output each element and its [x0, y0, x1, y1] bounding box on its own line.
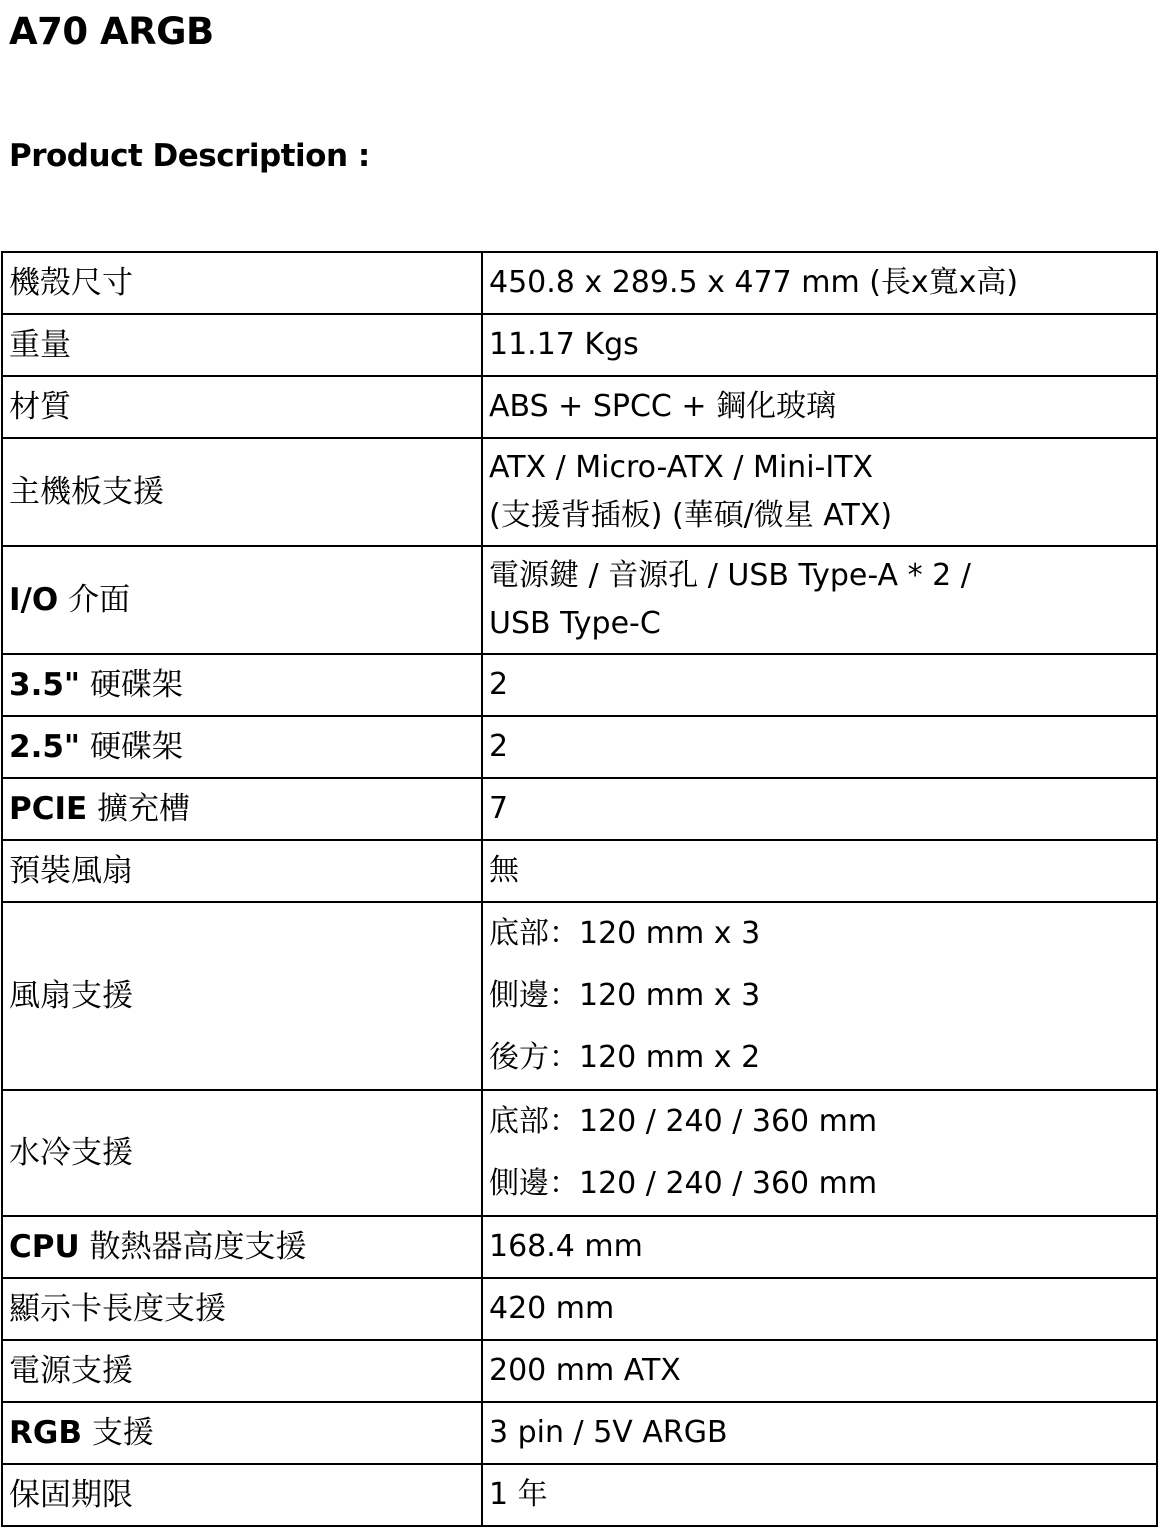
spec-label: 2.5" 硬碟架	[2, 716, 482, 778]
spec-label: 水冷支援	[2, 1090, 482, 1216]
spec-row-gpu-length	[2, 1278, 1157, 1340]
spec-label: I/O 介面	[2, 546, 482, 654]
spec-value: 168.4 mm	[482, 1216, 1157, 1278]
spec-label: CPU 散熱器高度支援	[2, 1216, 482, 1278]
spec-label: 材質	[2, 376, 482, 438]
spec-row-25-bay	[2, 716, 1157, 778]
spec-label: PCIE 擴充槽	[2, 778, 482, 840]
spec-value: 1 年	[482, 1464, 1157, 1526]
spec-value: 電源鍵 / 音源孔 / USB Type-A * 2 / USB Type-C	[482, 546, 1157, 654]
spec-value: 底部：120 mm x 3 側邊：120 mm x 3 後方：120 mm x 2	[482, 902, 1157, 1090]
spec-row-cpu-cooler	[2, 1216, 1157, 1278]
spec-value: 底部：120 / 240 / 360 mm 側邊：120 / 240 / 360 mm	[482, 1090, 1157, 1216]
spec-row-rgb	[2, 1402, 1157, 1464]
spec-value: 420 mm	[482, 1278, 1157, 1340]
spec-row-liquid-cooling	[2, 1090, 1157, 1216]
spec-row-pcie	[2, 778, 1157, 840]
spec-row-psu	[2, 1340, 1157, 1402]
spec-value: 450.8 x 289.5 x 477 mm (長x寬x高)	[482, 252, 1157, 314]
spec-row-dimensions	[2, 252, 1157, 314]
spec-value: 3 pin / 5V ARGB	[482, 1402, 1157, 1464]
spec-label: 重量	[2, 314, 482, 376]
spec-label: 保固期限	[2, 1464, 482, 1526]
spec-row-preinstalled-fans	[2, 840, 1157, 902]
spec-value: 2	[482, 654, 1157, 716]
spec-row-warranty	[2, 1464, 1157, 1526]
spec-row-fan-support	[2, 902, 1157, 1090]
spec-value: 7	[482, 778, 1157, 840]
spec-row-material	[2, 376, 1157, 438]
spec-value: ABS + SPCC + 鋼化玻璃	[482, 376, 1157, 438]
spec-label: 主機板支援	[2, 438, 482, 546]
spec-label: 電源支援	[2, 1340, 482, 1402]
spec-row-io	[2, 546, 1157, 654]
spec-label: 預裝風扇	[2, 840, 482, 902]
product-title: A70 ARGB	[9, 10, 214, 53]
spec-value: 無	[482, 840, 1157, 902]
spec-row-motherboard	[2, 438, 1157, 546]
spec-value: 2	[482, 716, 1157, 778]
product-description-heading: Product Description :	[9, 138, 370, 174]
spec-label: 風扇支援	[2, 902, 482, 1090]
spec-row-35-bay	[2, 654, 1157, 716]
spec-label: 機殼尺寸	[2, 252, 482, 314]
spec-label: 顯示卡長度支援	[2, 1278, 482, 1340]
spec-value: 200 mm ATX	[482, 1340, 1157, 1402]
spec-row-weight	[2, 314, 1157, 376]
spec-value: ATX / Micro-ATX / Mini-ITX (支援背插板) (華碩/微星 ATX)	[482, 438, 1157, 546]
spec-label: 3.5" 硬碟架	[2, 654, 482, 716]
spec-table	[1, 251, 1158, 1527]
spec-label: RGB 支援	[2, 1402, 482, 1464]
spec-value: 11.17 Kgs	[482, 314, 1157, 376]
